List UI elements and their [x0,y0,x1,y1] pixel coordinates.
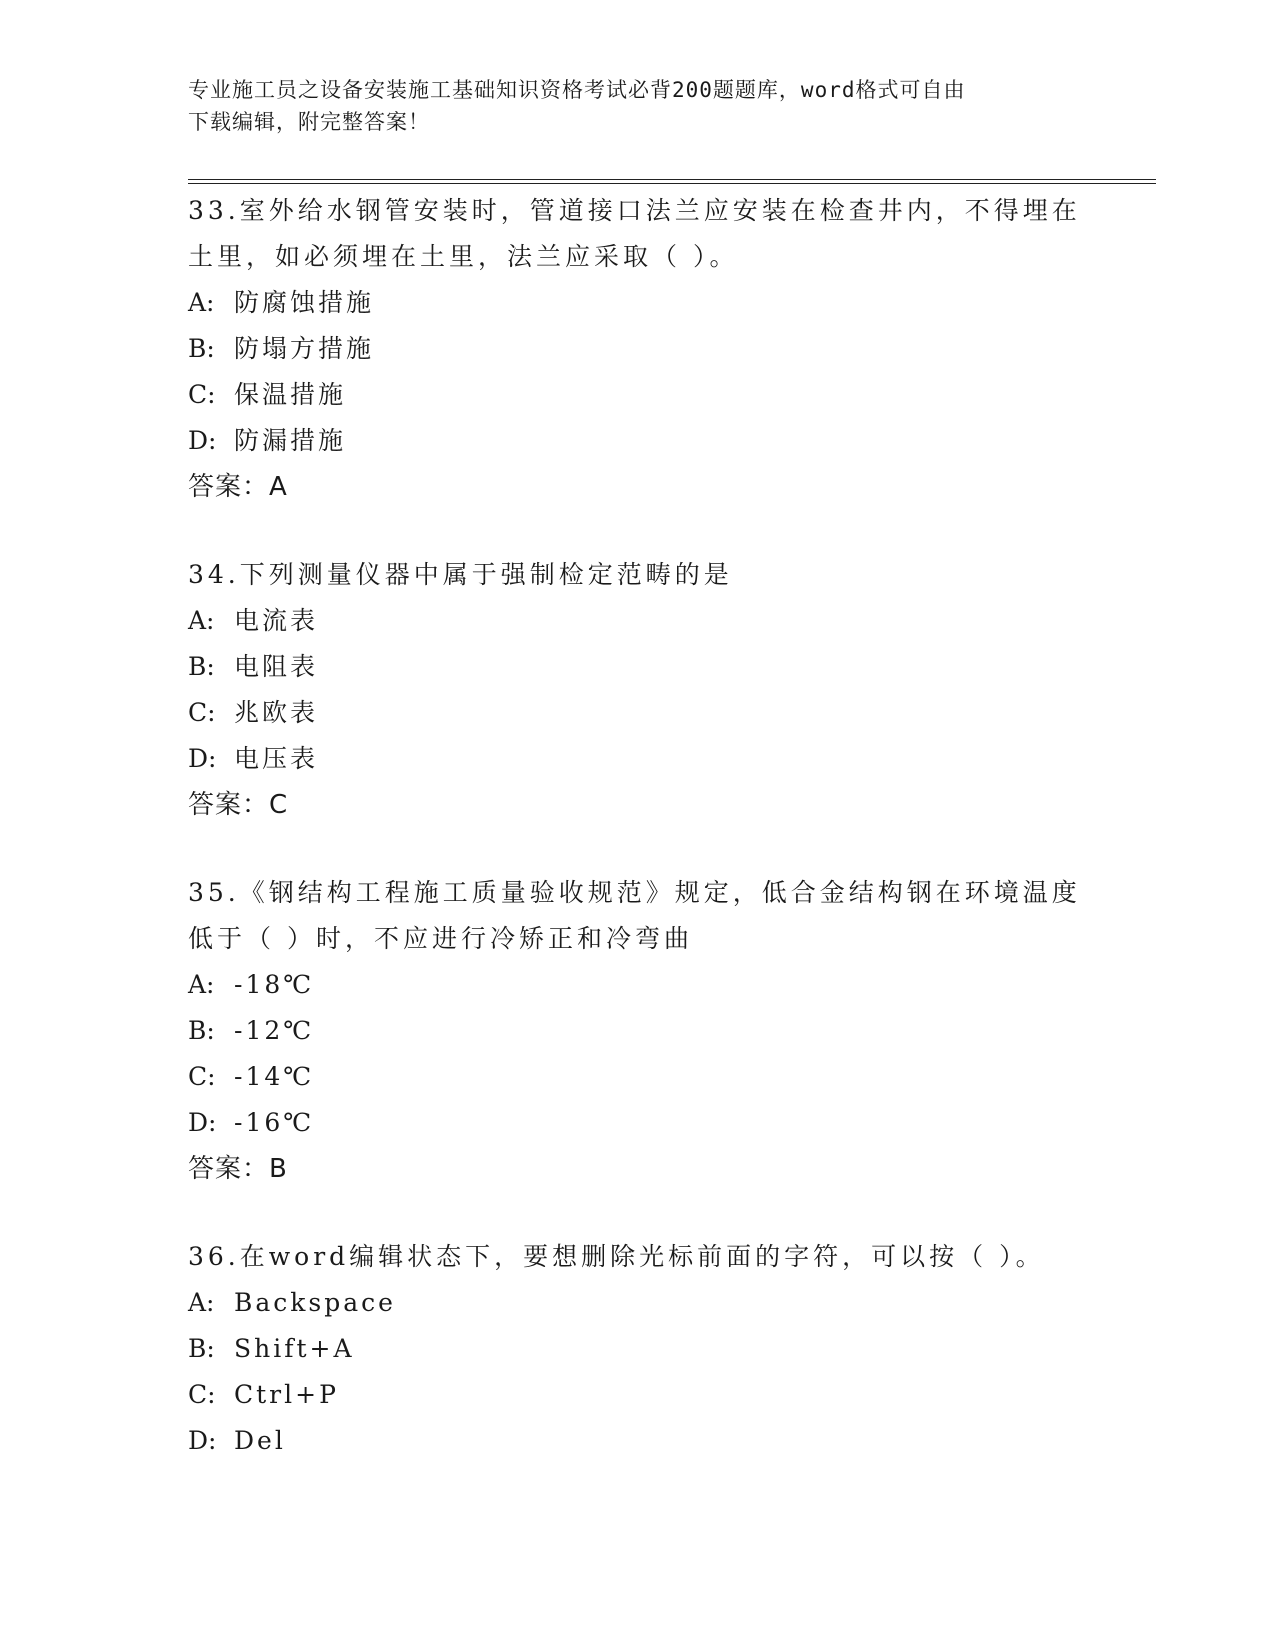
option-key: D: [188,426,217,455]
option-text: -16℃ [234,1108,315,1137]
option-text: 电流表 [234,606,319,635]
option-key: C: [188,698,216,727]
answer: 答案：B [188,1154,288,1184]
question-35 [188,870,1088,1192]
option-key: D: [188,744,217,773]
answer: 答案：C [188,790,289,820]
option-d [188,418,1088,464]
option-text: 电压表 [234,744,319,773]
option-d [188,1418,1088,1464]
answer: 答案：A [188,472,288,502]
option-d [188,1100,1088,1146]
question-stem: 36.在word编辑状态下，要想删除光标前面的字符，可以按（ ）。 [188,1242,1045,1271]
option-key: B: [188,652,215,681]
option-key: B: [188,334,215,363]
option-key: A: [188,970,215,999]
option-text: 电阻表 [234,652,319,681]
question-34 [188,552,1088,828]
option-c [188,1372,1088,1418]
option-key: B: [188,1016,215,1045]
option-key: A: [188,606,215,635]
document-header [188,74,1068,138]
option-a [188,1280,1088,1326]
option-text: -18℃ [234,970,315,999]
header-divider [188,179,1156,184]
option-text: Backspace [234,1288,396,1317]
option-c [188,690,1088,736]
question-36 [188,1234,1088,1464]
option-key: C: [188,1380,216,1409]
option-text: 保温措施 [234,380,347,409]
header-line-1: 专业施工员之设备安装施工基础知识资格考试必背200题题库，word格式可自由 [188,78,966,102]
option-key: C: [188,380,216,409]
option-key: A: [188,288,215,317]
option-text: 防漏措施 [234,426,347,455]
option-text: -12℃ [234,1016,315,1045]
option-c [188,1054,1088,1100]
option-a [188,280,1088,326]
option-text: -14℃ [234,1062,315,1091]
option-text: Shift+A [234,1334,355,1363]
option-key: D: [188,1426,217,1455]
option-key: C: [188,1062,216,1091]
option-text: 防腐蚀措施 [234,288,375,317]
option-b [188,1326,1088,1372]
option-text: 兆欧表 [234,698,319,727]
option-key: B: [188,1334,215,1363]
option-a [188,962,1088,1008]
option-d [188,736,1088,782]
question-stem: 33.室外给水钢管安装时，管道接口法兰应安装在检查井内，不得埋在土里，如必须埋在土里，法兰应采取（ ）。 [188,196,1081,271]
option-b [188,644,1088,690]
option-text: Ctrl+P [234,1380,339,1409]
option-b [188,326,1088,372]
header-line-2: 下载编辑，附完整答案！ [188,110,430,134]
option-c [188,372,1088,418]
option-text: 防塌方措施 [234,334,375,363]
option-b [188,1008,1088,1054]
question-stem: 35.《钢结构工程施工质量验收规范》规定，低合金结构钢在环境温度低于（ ）时，不应进行冷矫正和冷弯曲 [188,878,1081,953]
option-key: A: [188,1288,215,1317]
option-text: Del [234,1426,286,1455]
option-a [188,598,1088,644]
option-key: D: [188,1108,217,1137]
question-stem: 34.下列测量仪器中属于强制检定范畴的是 [188,560,733,589]
question-33 [188,188,1088,510]
